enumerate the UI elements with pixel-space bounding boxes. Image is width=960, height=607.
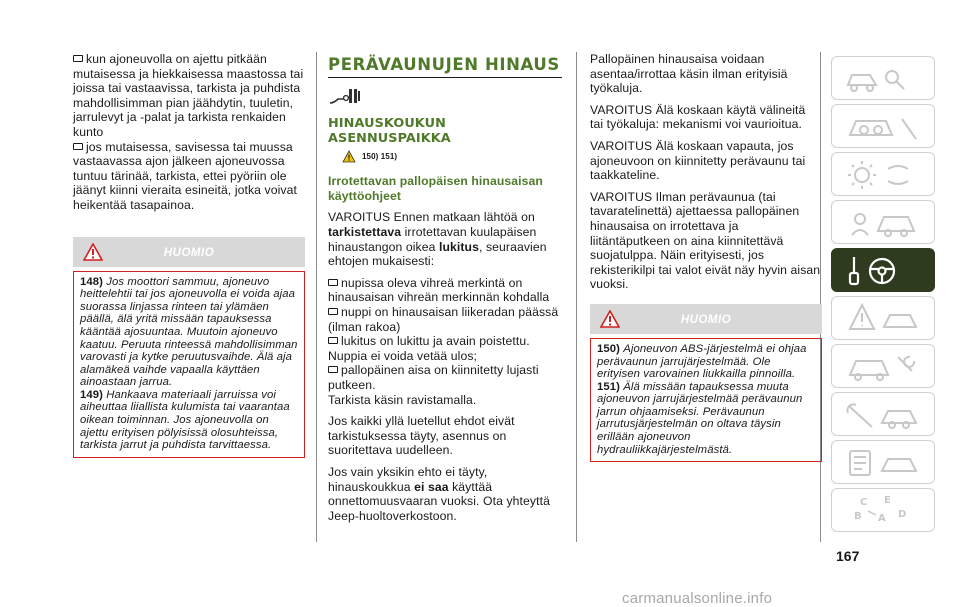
bullet-item: kun ajoneuvolla on ajettu pitkään mutaisessa ja hiekkaisessa maastossa tai joissa tai vastaavissa, tarkista ja puhdista mahdollisimman pian jäähdytin, tuuletin, jarrulevyt ja -palat ja tarkista renkaiden kunto — [73, 52, 304, 139]
bullet-box-icon — [328, 337, 338, 344]
tab-service[interactable] — [831, 344, 935, 388]
column-left — [73, 52, 305, 458]
column-divider-2 — [576, 52, 577, 542]
warning-car-icon — [832, 297, 936, 341]
subsection-title: HINAUSKOUKUN ASENNUSPAIKKA — [328, 115, 451, 146]
warning-148: 148) Jos moottori sammuu, ajoneuvo heittelehtii tai jos ajoneuvolla ei voida ajaa suorassa linjassa rinteen tai ylämäen päällä, älä yritä missään tapauksessa kääntää ajosuuntaa. Muutoin ajoneuvo kaatuu. Peruuta rinteessä mahdollisimman varovasti ja kytke peruutusvaihde. Älä aja alamäkeä vaihde vapaalla käyttäen ainoastaan jarrua. — [80, 275, 298, 389]
paragraph: VAROITUS Älä koskaan käytä välineitä tai työkaluja: mekanismi voi vaurioitua. — [590, 102, 806, 132]
column-divider-1 — [316, 52, 317, 542]
paragraph: Jos vain yksikin ehto ei täyty, hinauskoukkua ei saa käyttää onnettomuusvaaran vuoksi. Ota yhteyttä Jeep-huoltoverkostoon. — [328, 464, 550, 523]
tab-lights[interactable] — [831, 152, 935, 196]
section-title: PERÄVAUNUJEN HINAUS — [328, 55, 560, 74]
bullet-item: pallopäinen aisa on kiinnitetty lujasti putkeen. — [328, 363, 539, 392]
svg-text:A: A — [878, 513, 886, 524]
tab-maintenance[interactable] — [831, 392, 935, 436]
specifications-icon — [832, 441, 936, 485]
tab-index[interactable] — [831, 488, 935, 532]
paragraph: Tarkista käsin ravistamalla. — [328, 392, 477, 407]
bullet-item: lukitus on lukittu ja avain poistettu. Nuppia ei voida vetää ulos; — [328, 334, 530, 363]
key-steering-wheel-icon — [832, 249, 936, 293]
bullet-box-icon — [328, 366, 338, 373]
wrench-car-icon — [832, 393, 936, 437]
warning-151: 151) Älä missään tapauksessa muuta ajoneuvon jarrujärjestelmää perävaunun jarrun ohjaamiseksi. Perävaunun jarrutusjärjestelmän on oltava täysin erillään ajoneuvon hydrauliikkajärjestelmästä. — [597, 380, 803, 456]
column-right — [590, 52, 822, 462]
lights-icon — [832, 153, 936, 197]
warning-banner — [590, 304, 822, 334]
paragraph: VAROITUS Ilman perävaunua (tai tavaratelinettä) ajettaessa pallopäinen hinausaisa on irrotettava ja liitäntäputkeen on aina kiinnitettävä suojatulppa. Näin erityisesti, jos rekisterikilpi tai valot eivät näy hyvin aisan vuoksi. — [590, 189, 821, 292]
svg-text:B: B — [854, 511, 862, 522]
bullet-item: nuppi on hinausaisan liikeradan päässä (ilman rakoa) — [328, 305, 559, 334]
tab-dashboard[interactable] — [831, 104, 935, 148]
paragraph: Pallopäinen hinausaisa voidaan asentaa/irrottaa käsin ilman erityisiä työkaluja. — [590, 52, 788, 96]
column-middle — [328, 52, 564, 523]
bullet-box-icon — [328, 279, 338, 286]
warning-149: 149) Hankaava materiaali jarruissa voi aiheuttaa liiallista kulumista tai vaarantaa oikean toiminnan. Jos ajoneuvolla on ajettu erityisen pölyisissä olosuhteissa, tarkista jarrut ja puhdista tarvittaessa. — [80, 388, 290, 452]
tab-specifications[interactable] — [831, 440, 935, 484]
page-number: 167 — [836, 548, 860, 564]
warning-label: HUOMIO — [680, 313, 732, 326]
bullet-box-icon — [73, 143, 83, 150]
warning-references: 150) 151) — [342, 150, 564, 165]
car-overview-icon — [832, 57, 936, 101]
car-dashboard-icon — [832, 105, 936, 149]
warning-150: 150) Ajoneuvon ABS-järjestelmä ei ohjaa perävaunun jarrujärjestelmää. Ole erityisen varovainen liukkailla pinnoilla. — [597, 342, 807, 381]
warning-box — [73, 271, 305, 458]
car-safety-icon — [832, 201, 936, 245]
section-rule — [328, 77, 562, 79]
tab-emergency[interactable] — [831, 296, 935, 340]
bullet-box-icon — [73, 55, 83, 62]
svg-text:E: E — [884, 495, 891, 506]
index-icon — [832, 489, 936, 533]
svg-text:D: D — [898, 509, 907, 520]
warning-triangle-icon — [342, 150, 356, 163]
tab-safety[interactable] — [831, 200, 935, 244]
paragraph: VAROITUS Ennen matkaan lähtöä on tarkistettava irrotettavan kuulapäisen hinaustangon oikea lukitus, seuraavien ehtojen mukaisesti: — [328, 210, 547, 269]
towing-icon — [328, 86, 362, 108]
warning-banner — [73, 237, 305, 267]
green-heading: Irrotettavan pallopäisen hinausaisan käyttöohjeet — [328, 174, 543, 203]
paragraph: VAROITUS Älä koskaan vapauta, jos ajoneuvoon on kiinnitetty perävaunu tai taakkateline. — [590, 138, 806, 183]
tab-car-overview[interactable] — [831, 56, 935, 100]
svg-text:C: C — [860, 497, 868, 508]
watermark: carmanualsonline.info — [622, 590, 773, 607]
car-service-icon — [832, 345, 936, 389]
warning-label: HUOMIO — [163, 246, 215, 259]
bullet-item: nupissa oleva vihreä merkintä on hinausaisan vihreän merkinnän kohdalla — [328, 275, 550, 305]
bullet-box-icon — [328, 308, 338, 315]
warning-box — [590, 338, 822, 462]
bullet-item: jos mutaisessa, savisessa tai muussa vastaavassa ajon jälkeen ajoneuvossa tuntuu tärinää, tarkista, ettei pyöriin ole jäänyt kiinni vieraita esineitä, jotka voivat heikentää tasapainoa. — [73, 139, 297, 212]
tab-starting-driving[interactable] — [831, 248, 935, 292]
paragraph: Jos kaikki yllä luetellut ehdot eivät tarkistuksessa täyty, asennus on suoritettava uudelleen. — [328, 414, 515, 458]
